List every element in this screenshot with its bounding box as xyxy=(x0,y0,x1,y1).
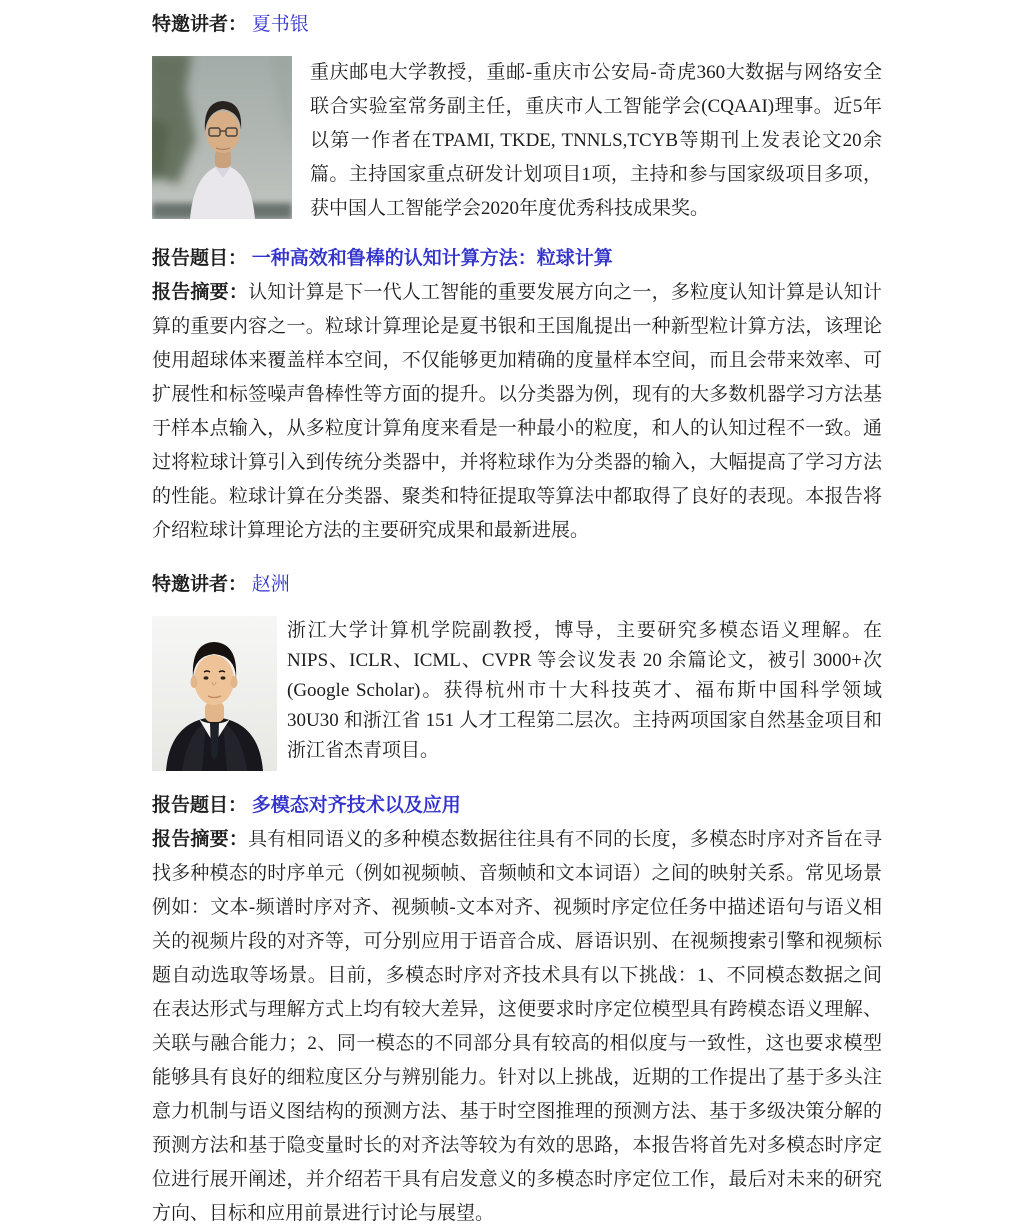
speaker-photo-id xyxy=(152,616,277,771)
abstract-text: 认知计算是下一代人工智能的重要发展方向之一，多粒度认知计算是认知计算的重要内容之一。粒球计算理论是夏书银和王国胤提出一种新型粒计算方法，该理论使用超球体来覆盖样本空间，不仅能够更加精确的度量样本空间，而且会带来效率、可扩展性和标签噪声鲁棒性等方面的提升。以分类器为例，现有的大多数机器学习方法基于样本点输入，从多粒度计算角度来看是一种最小的粒度，和人的认知过程不一致。通过将粒球计算引入到传统分类器中，并将粒球作为分类器的输入，大幅提高了学习方法的性能。粒球计算在分类器、聚类和特征提取等算法中都取得了良好的表现。本报告将介绍粒球计算理论方法的主要研究成果和最新进展。 xyxy=(152,282,882,541)
talk-title-label: 报告题目： xyxy=(152,248,248,269)
speaker-bio-text: 浙江大学计算机学院副教授，博导，主要研究多模态语义理解。在 NIPS、ICLR、ICML、CVPR 等会议发表 20 余篇论文，被引 3000+次(Google Scholar)。获得杭州市十大科技英才、福布斯中国科学领域 30U30 和浙江省 151 人才工程第二层次。主持两项国家自然基金项目和浙江省杰青项目。 xyxy=(287,620,882,761)
talk-abstract xyxy=(152,276,882,548)
talk-title-link[interactable]: 多模态对齐技术以及应用 xyxy=(251,795,461,816)
speaker-section-zhao xyxy=(152,568,882,1231)
speaker-name-link[interactable]: 赵洲 xyxy=(251,574,290,595)
talk-title-label: 报告题目： xyxy=(152,795,248,816)
talk-title-line xyxy=(152,242,882,276)
talk-title-line xyxy=(152,789,882,823)
speaker-header xyxy=(152,568,882,602)
speaker-name-link[interactable]: 夏书银 xyxy=(251,14,309,35)
speaker-bio-row xyxy=(152,56,882,226)
abstract-text: 具有相同语义的多种模态数据往往具有不同的长度，多模态时序对齐旨在寻找多种模态的时序单元（例如视频帧、音频帧和文本词语）之间的映射关系。常见场景例如：文本-频谱时序对齐、视频帧-文本对齐、视频时序定位任务中描述语句与语义相关的视频片段的对齐等，可分别应用于语音合成、唇语识别、在视频搜索引擎和视频标题自动选取等场景。目前，多模态时序对齐技术具有以下挑战：1、不同模态数据之间在表达形式与理解方式上均有较大差异，这便要求时序定位模型具有跨模态语义理解、关联与融合能力；2、同一模态的不同部分具有较高的相似度与一致性，这也要求模型能够具有良好的细粒度区分与辨别能力。针对以上挑战，近期的工作提出了基于多头注意力机制与语义图结构的预测方法、基于时空图推理的预测方法、基于多级决策分解的预测方法和基于隐变量时长的对齐法等较为有效的思路，本报告将首先对多模态时序定位进行展开阐述，并介绍若干具有启发意义的多模态时序定位工作，最后对未来的研究方向、目标和应用前景进行讨论与展望。 xyxy=(152,829,882,1224)
speaker-header-label: 特邀讲者： xyxy=(152,14,248,35)
document-page xyxy=(152,0,882,1231)
speaker-bio-row xyxy=(152,616,882,771)
abstract-label: 报告摘要： xyxy=(152,282,249,303)
speaker-bio-text: 重庆邮电大学教授，重邮-重庆市公安局-奇虎360大数据与网络安全联合实验室常务副主任，重庆市人工智能学会(CQAAI)理事。近5年以第一作者在TPAMI, TKDE, TNNLS,TCYB等期刊上发表论文20余篇。主持国家重点研发计划项目1项，主持和参与国家级项目多项，获中国人工智能学会2020年度优秀科技成果奖。 xyxy=(310,62,882,219)
speaker-photo-outdoor xyxy=(152,56,292,219)
abstract-label: 报告摘要： xyxy=(152,829,249,850)
speaker-section-xia xyxy=(152,8,882,548)
speaker-header-label: 特邀讲者： xyxy=(152,574,248,595)
talk-abstract xyxy=(152,823,882,1231)
speaker-header xyxy=(152,8,882,42)
talk-title-link[interactable]: 一种高效和鲁棒的认知计算方法：粒球计算 xyxy=(251,248,613,269)
